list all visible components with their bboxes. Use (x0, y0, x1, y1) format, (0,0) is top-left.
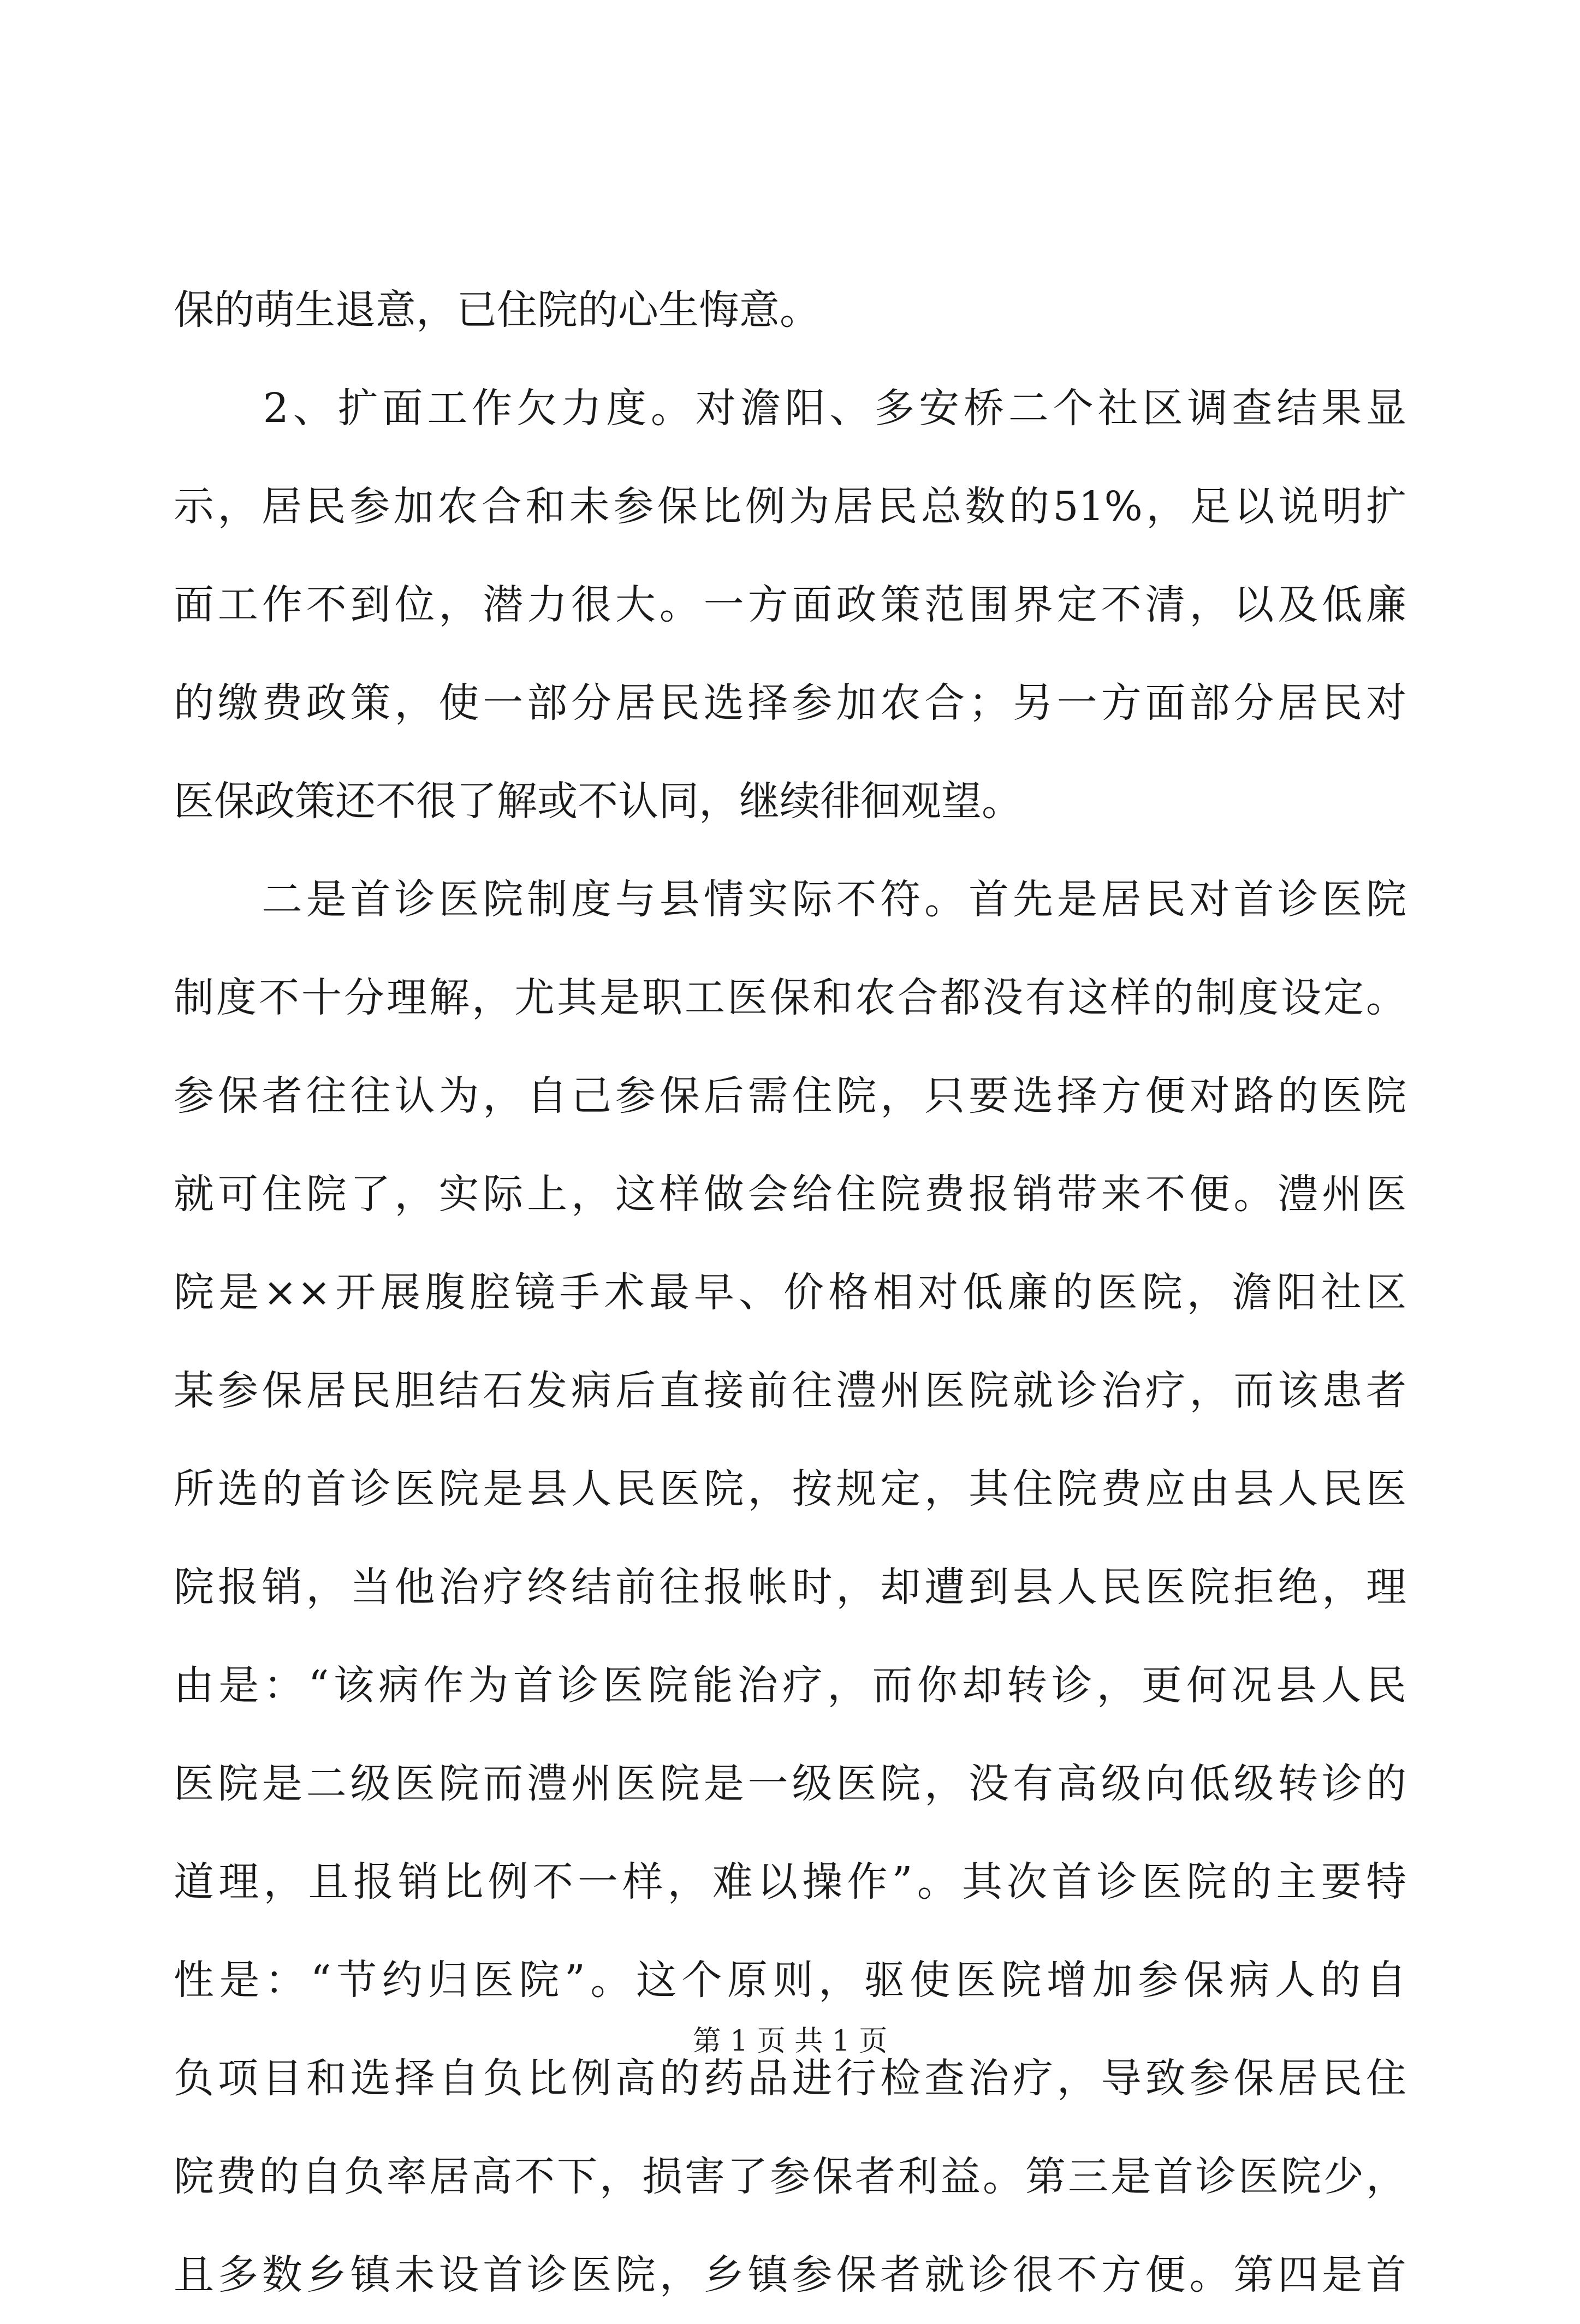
text-line: 制度不十分理解，尤其是职工医保和农合都没有这样的制度设定。 (174, 974, 1406, 1021)
text-line: 2、扩面工作欠力度。对澹阳、多安桥二个社区调查结果显 (174, 385, 1406, 432)
page-number-label: 第 1 页 共 1 页 (692, 2025, 888, 2058)
text-line: 示，居民参加农合和未参保比例为居民总数的51%，足以说明扩 (174, 483, 1406, 530)
text-line: 面工作不到位，潜力很大。一方面政策范围界定不清，以及低廉 (174, 581, 1406, 628)
text-line: 医院是二级医院而澧州医院是一级医院，没有高级向低级转诊的 (174, 1760, 1406, 1807)
text-line: 医保政策还不很了解或不认同，继续徘徊观望。 (174, 778, 1022, 825)
text-line: 且多数乡镇未设首诊医院，乡镇参保者就诊很不方便。第四是首 (174, 2251, 1406, 2298)
text-line: 性是：“节约归医院”。这个原则，驱使医院增加参保病人的自 (174, 1957, 1406, 2004)
text-line: 由是：“该病作为首诊医院能治疗，而你却转诊，更何况县人民 (174, 1662, 1406, 1709)
body-text (174, 261, 1406, 2324)
text-line: 院费的自负率居高不下，损害了参保者利益。第三是首诊医院少， (174, 2153, 1406, 2200)
text-line: 院报销，当他治疗终结前往报帐时，却遭到县人民医院拒绝，理 (174, 1564, 1406, 1611)
page-footer (0, 2019, 1580, 2063)
text-line: 的缴费政策，使一部分居民选择参加农合；另一方面部分居民对 (174, 680, 1406, 726)
text-line: 某参保居民胆结石发病后直接前往澧州医院就诊治疗，而该患者 (174, 1367, 1406, 1414)
text-line: 负项目和选择自负比例高的药品进行检查治疗，导致参保居民住 (174, 2055, 1406, 2102)
text-line: 保的萌生退意，已住院的心生悔意。 (174, 287, 820, 333)
text-line: 二是首诊医院制度与县情实际不符。首先是居民对首诊医院 (174, 876, 1406, 923)
text-line: 院是××开展腹腔镜手术最早、价格相对低廉的医院，澹阳社区 (174, 1269, 1406, 1316)
text-line: 就可住院了，实际上，这样做会给住院费报销带来不便。澧州医 (174, 1171, 1406, 1218)
text-line: 参保者往往认为，自己参保后需住院，只要选择方便对路的医院 (174, 1072, 1406, 1119)
text-line: 道理，且报销比例不一样，难以操作”。其次首诊医院的主要特 (174, 1858, 1406, 1905)
text-line: 所选的首诊医院是县人民医院，按规定，其住院费应由县人民医 (174, 1465, 1406, 1512)
